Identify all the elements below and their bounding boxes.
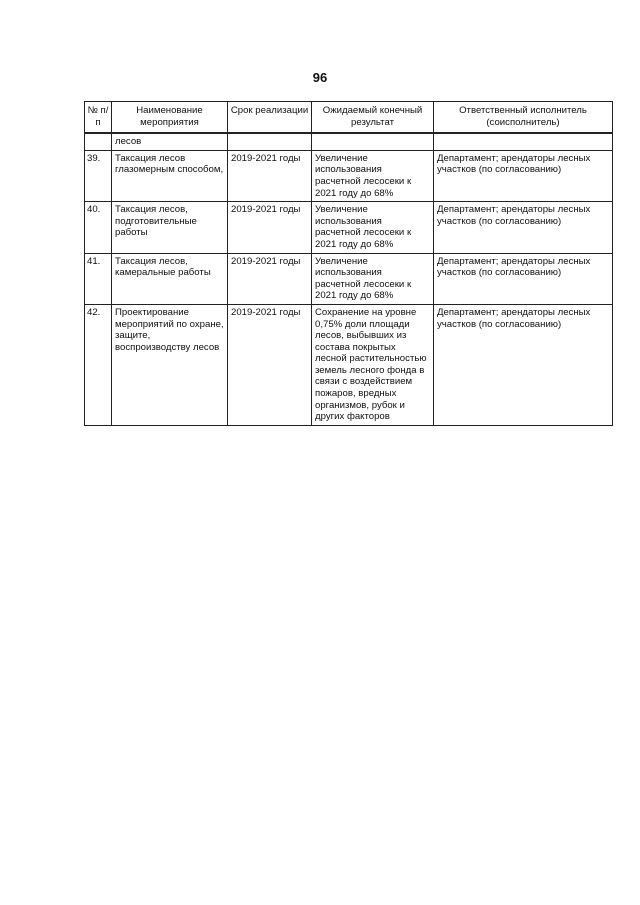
cell-term — [228, 133, 312, 150]
cell-name: Таксация лесов глазомерным способом, — [112, 150, 228, 201]
cell-executor: Департамент; арендаторы лесных участков (по согласованию) — [434, 150, 613, 201]
header-term: Срок реализации — [228, 102, 312, 134]
cell-num: 41. — [85, 253, 112, 304]
page-number: 96 — [312, 70, 328, 85]
cell-name: Таксация лесов, камеральные работы — [112, 253, 228, 304]
continuation-row — [85, 133, 613, 150]
cell-executor: Департамент; арендаторы лесных участков (по согласованию) — [434, 202, 613, 253]
table-header-row — [85, 102, 613, 134]
header-result: Ожидаемый конечный результат — [312, 102, 434, 134]
cell-term: 2019-2021 годы — [228, 150, 312, 201]
cell-term: 2019-2021 годы — [228, 304, 312, 425]
cell-result: Увеличение использования расчетной лесосеки к 2021 году до 68% — [312, 253, 434, 304]
table-row — [85, 202, 613, 253]
cell-num: 42. — [85, 304, 112, 425]
header-executor: Ответственный исполнитель (соисполнитель) — [434, 102, 613, 134]
cell-result — [312, 133, 434, 150]
cell-result: Сохранение на уровне 0,75% доли площади лесов, выбывших из состава покрытых лесной растительностью земель лесного фонда в связи с воздействием пожаров, вредных организмов, рубок и других факторов — [312, 304, 434, 425]
cell-result: Увеличение использования расчетной лесосеки к 2021 году до 68% — [312, 150, 434, 201]
cell-num: 40. — [85, 202, 112, 253]
cell-name: лесов — [112, 133, 228, 150]
table-row — [85, 150, 613, 201]
cell-term: 2019-2021 годы — [228, 253, 312, 304]
cell-result: Увеличение использования расчетной лесосеки к 2021 году до 68% — [312, 202, 434, 253]
cell-term: 2019-2021 годы — [228, 202, 312, 253]
measures-table — [84, 101, 613, 426]
cell-name: Таксация лесов, подготовительные работы — [112, 202, 228, 253]
cell-executor: Департамент; арендаторы лесных участков (по согласованию) — [434, 304, 613, 425]
table-row — [85, 304, 613, 425]
header-name: Наименование мероприятия — [112, 102, 228, 134]
cell-executor — [434, 133, 613, 150]
cell-num — [85, 133, 112, 150]
cell-executor: Департамент; арендаторы лесных участков (по согласованию) — [434, 253, 613, 304]
table-row — [85, 253, 613, 304]
cell-name: Проектирование мероприятий по охране, защите, воспроизводству лесов — [112, 304, 228, 425]
cell-num: 39. — [85, 150, 112, 201]
header-num: № п/п — [85, 102, 112, 134]
